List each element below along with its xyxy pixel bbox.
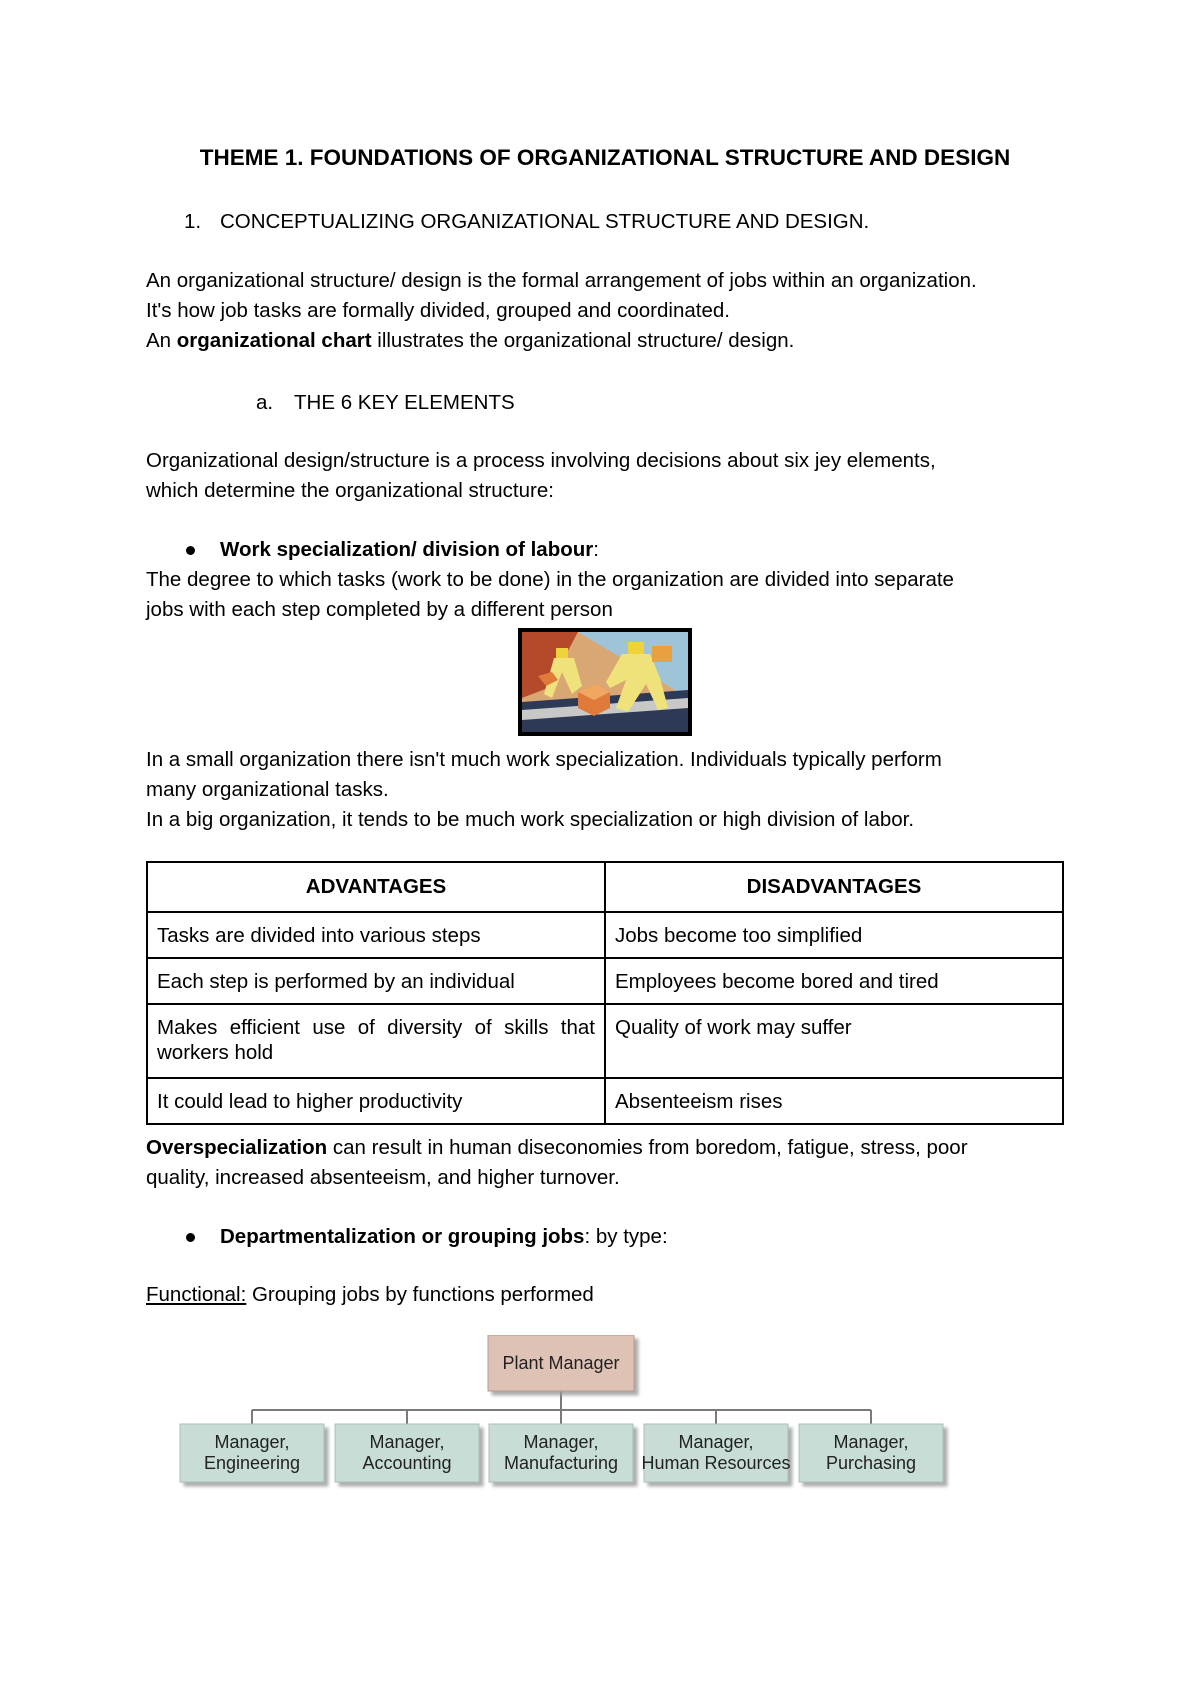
small-org-line-2: many organizational tasks. [146, 778, 389, 801]
overspecialization-paragraph [146, 1133, 1064, 1193]
org-chart-connectors [252, 1391, 871, 1424]
bullet-1-text [220, 535, 599, 565]
section-1-title: CONCEPTUALIZING ORGANIZATIONAL STRUCTURE AND DESIGN. [220, 210, 870, 233]
table-row [147, 958, 1063, 1004]
org-box-engineering [180, 1424, 324, 1482]
overspecialization-line-1-rest: can result in human diseconomies from boredom, fatigue, stress, poor [327, 1136, 968, 1159]
workers-lifting-boxes-icon [518, 628, 692, 736]
org-box-line: Engineering [203, 1453, 301, 1473]
key-elements-paragraph [146, 446, 1064, 506]
table-cell: Quality of work may suffer [605, 1004, 1063, 1078]
org-box-line: Human Resources [641, 1453, 791, 1473]
overspecialization-term: Overspecialization [146, 1136, 328, 1159]
subsection-a-letter: a. [256, 391, 274, 414]
overspecialization-line-2: quality, increased absenteeism, and higher turnover. [146, 1166, 620, 1189]
functional-line [146, 1280, 1064, 1310]
functional-description: Grouping jobs by functions performed [246, 1283, 594, 1306]
bullet-1-desc-line-1: The degree to which tasks (work to be done) in the organization are divided into separate [146, 568, 954, 591]
section-1-number: 1. [184, 210, 202, 233]
document-title: THEME 1. FOUNDATIONS OF ORGANIZATIONAL STRUCTURE AND DESIGN [199, 145, 1011, 170]
intro-line-3-suffix: illustrates the organizational structure/ design. [371, 329, 795, 352]
key-elements-line-2: which determine the organizational structure: [146, 479, 554, 502]
subsection-a-title: THE 6 KEY ELEMENTS [294, 391, 515, 414]
bullet-2-suffix: : by type: [584, 1225, 668, 1248]
table-cell: Tasks are divided into various steps [147, 912, 605, 958]
bullet-dot-icon [186, 546, 195, 555]
org-box-line: Accounting [362, 1453, 452, 1473]
table-cell: Jobs become too simplified [605, 912, 1063, 958]
plant-manager-label: Plant Manager [502, 1353, 620, 1373]
intro-line-2: It's how job tasks are formally divided, grouped and coordinated. [146, 299, 730, 322]
org-box-line: Manager, [678, 1432, 754, 1452]
key-elements-line-1: Organizational design/structure is a process involving decisions about six jey elements, [146, 449, 936, 472]
small-org-line-1: In a small organization there isn't much work specialization. Individuals typically perform [146, 748, 942, 771]
organization-size-paragraph [146, 745, 1064, 835]
org-box-purchasing [799, 1424, 943, 1482]
advantages-disadvantages-table [146, 861, 1064, 1125]
functional-text [146, 1280, 1064, 1310]
intro-line-1: An organizational structure/ design is the formal arrangement of jobs within an organization. [146, 269, 977, 292]
org-box-line: Manager, [369, 1432, 445, 1452]
table-cell: It could lead to higher productivity [147, 1078, 605, 1124]
table-header-disadvantages: DISADVANTAGES [605, 862, 1063, 912]
table-cell: Makes efficient use of diversity of skills that workers hold [147, 1004, 605, 1078]
org-box-line: Purchasing [825, 1453, 917, 1473]
table-row [147, 1078, 1063, 1124]
bullet-1-desc-line-2: jobs with each step completed by a different person [146, 598, 613, 621]
org-box-human-resources [641, 1424, 790, 1482]
bullet-1-suffix: : [593, 538, 599, 561]
bullet-departmentalization [146, 1222, 1064, 1252]
big-org-line: In a big organization, it tends to be much work specialization or high division of labor. [146, 808, 915, 831]
intro-line-3-prefix: An [146, 329, 177, 352]
org-box-accounting [335, 1424, 479, 1482]
bullet-2-text [220, 1222, 668, 1252]
table-cell: Absenteeism rises [605, 1078, 1063, 1124]
document-page [146, 0, 1064, 1694]
org-box-line: Manager, [214, 1432, 290, 1452]
bullet-work-specialization [146, 535, 1064, 565]
table-header-row [147, 862, 1063, 912]
functional-org-chart [176, 1335, 966, 1490]
bullet-dot-icon [186, 1233, 195, 1242]
bullet-1-bold: Work specialization/ division of labour [220, 538, 594, 561]
org-box-line: Manufacturing [503, 1453, 619, 1473]
bullet-2-bold: Departmentalization or grouping jobs [220, 1225, 585, 1248]
table-row [147, 912, 1063, 958]
bullet-1-description [146, 565, 1064, 625]
org-box-manufacturing [489, 1424, 633, 1482]
table-cell: Employees become bored and tired [605, 958, 1063, 1004]
org-box-plant-manager [488, 1335, 634, 1391]
org-box-line: Manager, [833, 1432, 909, 1452]
overspecialization-line-1 [146, 1133, 1064, 1163]
table-header-advantages: ADVANTAGES [147, 862, 605, 912]
intro-paragraph [146, 266, 1064, 356]
intro-line-3 [146, 326, 1064, 356]
org-chart-term: organizational chart [176, 329, 372, 352]
table-row [147, 1004, 1063, 1078]
org-box-line: Manager, [523, 1432, 599, 1452]
functional-label: Functional: [146, 1283, 247, 1306]
table-cell: Each step is performed by an individual [147, 958, 605, 1004]
